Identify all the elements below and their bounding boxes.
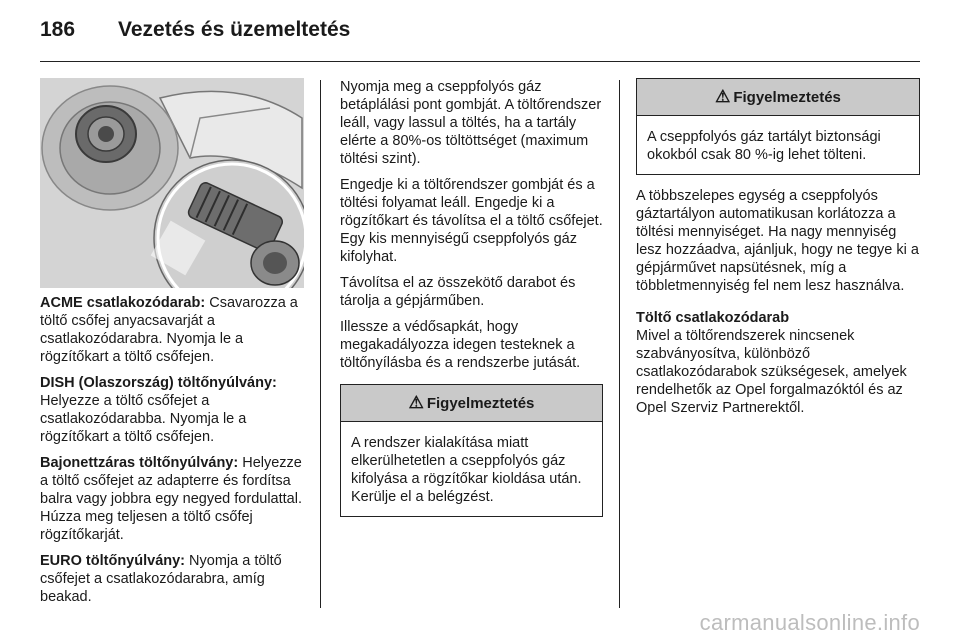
warning-box (636, 78, 920, 175)
term-bayonet: Bajonettzáras töltőnyúlvány: (40, 455, 239, 471)
column-middle (340, 78, 603, 517)
paragraph: Engedje ki a töltőrendszer gombját és a töltési folyamat leáll. Engedje ki a rögzítőkart és távolítsa el a töltő csőfejet. Egy kis mennyiségű cseppfolyós gáz kifolyhat. (340, 177, 603, 265)
warning-title: Figyelmeztetés (733, 89, 841, 106)
paragraph: A többszelepes egység a cseppfolyós gáztartályon automatikusan korlátozza a töltési mennyiséget. Ha nagy mennyiség lesz hozzáadva, ajánljuk, hogy ne tegye ki a gépjárművet napsütésnek, míg a többletmennyiség fel nem lesz használva. (636, 188, 919, 294)
column-divider (619, 80, 620, 608)
filler-neck-illustration (40, 78, 304, 288)
filler-neck-drawing (40, 78, 304, 288)
warning-title: Figyelmeztetés (426, 395, 535, 412)
paragraph-dish (40, 374, 305, 446)
watermark: carmanualsonline.info (699, 610, 920, 635)
term-dish: DISH (Olaszország) töltőnyúlvány: (40, 375, 277, 391)
paragraph-text: Helyezze a töltő csőfejet a csatlakozódarabba. Nyomja le a rögzítőkart a töltő csőfejen. (40, 393, 247, 445)
header-rule (40, 61, 920, 62)
paragraph-bayonet (40, 454, 305, 544)
paragraph-acme (40, 294, 305, 366)
term-euro: EURO töltőnyúlvány: (40, 553, 186, 569)
warning-header (637, 79, 919, 116)
page-title: Vezetés és üzemeltetés (118, 18, 351, 41)
paragraph: Illessze a védősapkát, hogy megakadályozza idegen testeknek a töltőnyílásba és a rendszerbe jutását. (340, 319, 581, 371)
warning-body: A rendszer kialakítása miatt elkerülhetetlen a cseppfolyós gáz kifolyása a rögzítőkar kioldása után. Kerülje el a belégzést. (351, 435, 582, 505)
column-right (636, 78, 920, 425)
page-number: 186 (40, 18, 76, 41)
page-header (40, 14, 920, 54)
warning-box (340, 384, 603, 517)
warning-body: A cseppfolyós gáz tartályt biztonsági okokból csak 80 %-ig lehet tölteni. (647, 129, 881, 163)
paragraph: Nyomja meg a cseppfolyós gáz betáplálási pont gombját. A töltőrendszer leáll, vagy lassul a töltés, ha a tartály elérte a 80%-os töltöttséget (maximum töltési szint). (340, 79, 602, 167)
paragraph-text: Csavarozza a töltő csőfej anyacsavarját a csatlakozódarabra. Nyomja le a rögzítőkart a töltő csőfejen. (40, 295, 298, 365)
paragraph-euro (40, 552, 305, 606)
column-divider (320, 80, 321, 608)
warning-triangle-icon: ⚠ (715, 87, 731, 106)
section-title: Töltő csatlakozódarab (636, 310, 790, 326)
warning-header (341, 385, 602, 422)
paragraph-text: Helyezze a töltő csőfejet az adapterre és fordítsa balra vagy jobbra egy negyed fordulattal. Húzza meg teljesen a töltő csőfej rögzítőkarját. (40, 455, 302, 543)
paragraph: Távolítsa el az összekötő darabot és tárolja a gépjárműben. (340, 275, 576, 309)
paragraph-text: Nyomja a töltő csőfejet a csatlakozódarabra, amíg beakad. (40, 553, 282, 605)
warning-triangle-icon: ⚠ (408, 393, 424, 412)
term-acme: ACME csatlakozódarab: (40, 295, 206, 311)
section-text: Mivel a töltőrendszerek nincsenek szabványosítva, különböző csatlakozódarabok szükségesek, amelyek rendelhetők az Opel forgalmazóktól és az Opel Szerviz Partnerektől. (636, 328, 907, 416)
